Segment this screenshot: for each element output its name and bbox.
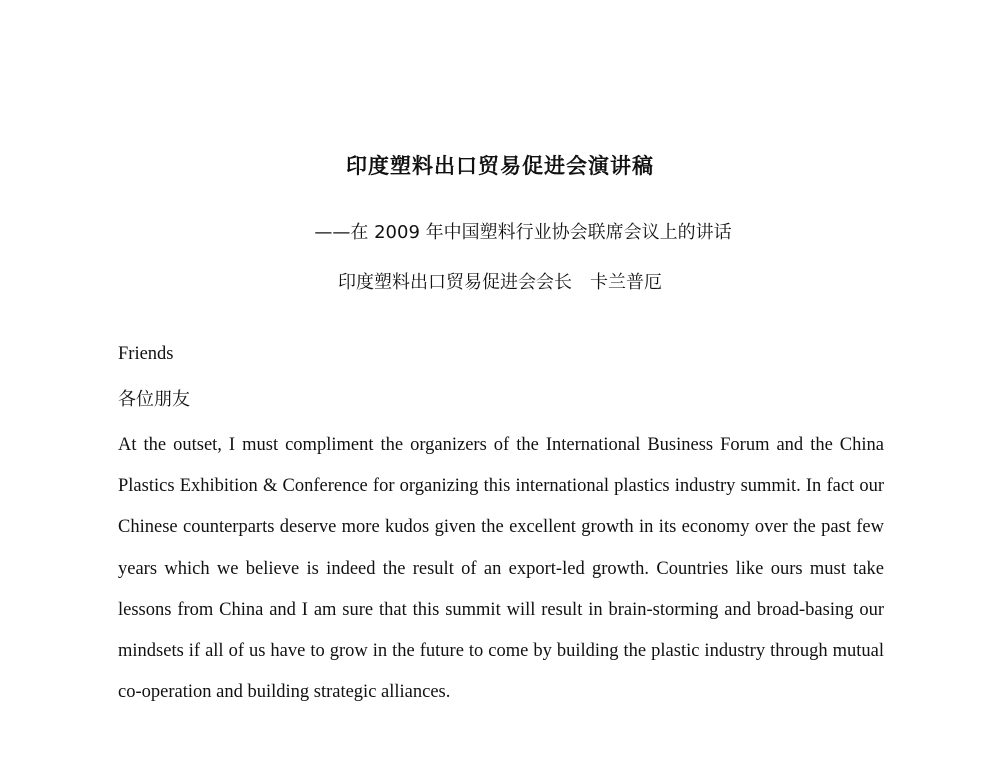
body-paragraph: At the outset, I must compliment the organizers of the International Business Forum and the China Plastics Exhibition & Conference for organizing this international plastics industry summit. In fact our Chinese counterparts deserve more kudos given the excellent growth in its economy over the past few years which we believe is indeed the result of an export-led growth. Countries like ours must take lessons from China and I am sure that this summit will result in brain-storming and broad-basing our mindsets if all of us have to grow in the future to come by building the plastic industry through mutual co-operation and building strategic alliances. (118, 435, 884, 703)
document-subtitle: ——在 2009 年中国塑料行业协会联席会议上的讲话 (314, 222, 732, 243)
author-line: 印度塑料出口贸易促进会会长 卡兰普厄 (338, 272, 662, 293)
salutation-english: Friends (118, 344, 174, 364)
salutation-chinese: 各位朋友 (118, 389, 190, 410)
document-title: 印度塑料出口贸易促进会演讲稿 (346, 154, 654, 178)
